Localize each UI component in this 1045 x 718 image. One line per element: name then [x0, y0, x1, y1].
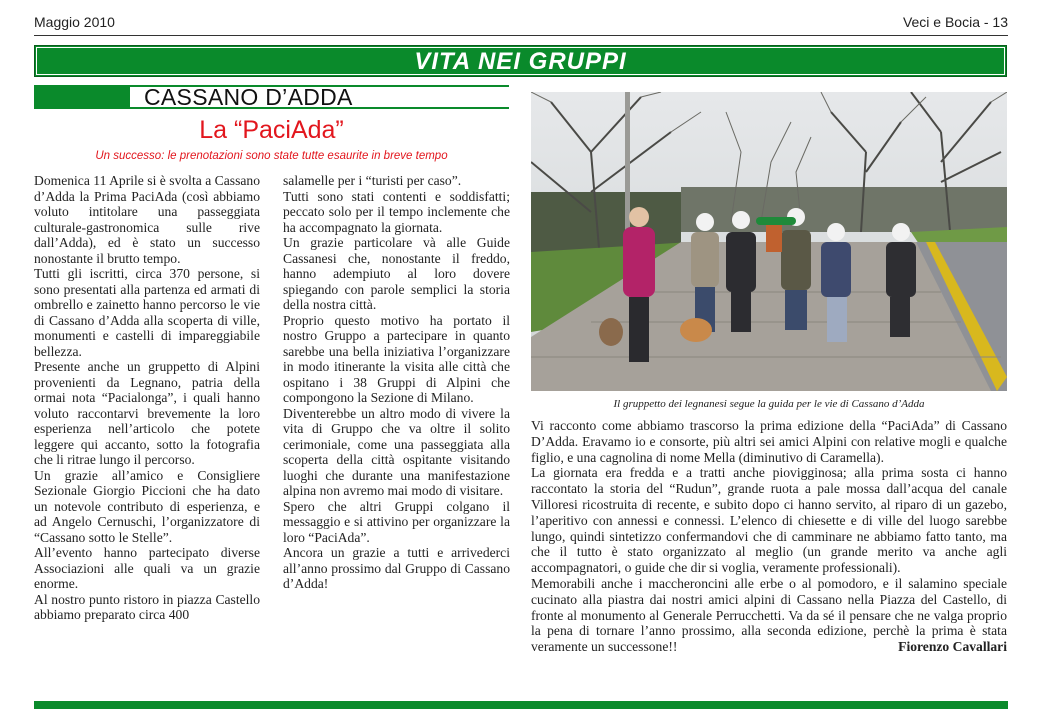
issue-date: Maggio 2010 — [34, 14, 115, 30]
article-column-2 — [283, 173, 510, 592]
paragraph: Un grazie all’amico e Consigliere Sezionale Giorgio Piccioni che ha dato un notevole contributo di esperienza, e ad Angelo Cernuschi, l’organizzatore di “Cassano sotto le Stelle”. — [34, 467, 260, 545]
section-banner — [34, 45, 1007, 77]
group-heading-label: CASSANO D’ADDA — [144, 84, 353, 110]
paragraph: Spero che altri Gruppi colgano il messaggio e si attivino per organizzare la loro “PaciAda”. — [283, 498, 510, 545]
banner-title: VITA NEI GRUPPI — [414, 48, 627, 75]
author-signature: Fiorenzo Cavallari — [898, 639, 1007, 655]
paragraph — [531, 576, 1007, 655]
paragraph: La giornata era fredda e a tratti anche piovigginosa; alla prima sosta ci hanno raccontato la storia del “Rudun”, grande ruota a pale mossa dall’acqua del canale Villoresi ricostruita di recente, e subito dopo ci hanno servito, al riparo di un gazebo, l’aperitivo con annessi e connessi. L’elenco di chiesette e di ville del luogo sarebbe lungo, quindi sintetizzo confermandovi che di camminare ne abbiamo fatto tanto, ma che il tutto è stato organizzato al meglio (un grande merito va anche agli accompagnatori, o guide che dir si voglia, veramente professionali). — [531, 465, 1007, 576]
group-heading-bar — [34, 85, 509, 109]
paragraph: Proprio questo motivo ha portato il nostro Gruppo a partecipare in quanto sarebbe una bella iniziativa l’organizzare in modo itinerante la visita alle città che ospitano i 38 Gruppi di Alpini che compongono la Sezione di Milano. — [283, 312, 510, 405]
paragraph: Tutti sono stati contenti e soddisfatti; peccato solo per il tempo inclemente che ha accompagnato la giornata. — [283, 188, 510, 235]
paragraph-text: Memorabili anche i maccheroncini alle erbe o al pomodoro, e il salamino speciale cucinato alla piastra dai nostri amici alpini di Cassano nella Piazza del Castello, di fronte al monumento al Generale Perrucchetti. Va da sé il pensare che ne valga proprio la pena di tornare l’anno prossimo, alla seconda edizione, perchè la prima è stata veramente un successone!! — [531, 575, 1007, 655]
article-title: La “PaciAda” — [199, 116, 344, 144]
photo-caption: Il gruppetto dei legnanesi segue la guida per le vie di Cassano d’Adda — [613, 398, 925, 410]
paragraph: Diventerebbe un altro modo di vivere la vita di Gruppo che va oltre il solito cerimoniale, come una passeggiata alla scoperta della città ospitante visitando luoghi che durante una manifestazione alpina non avremo mai modo di visitare. — [283, 405, 510, 498]
article-column-3 — [531, 418, 1007, 655]
article-column-1 — [34, 173, 260, 623]
header-rule — [34, 35, 1008, 36]
paragraph: Un grazie particolare và alle Guide Cassanesi che, nonostante il freddo, hanno adempiuto al loro dovere spiegando con parole semplici la storia della nostra città. — [283, 235, 510, 312]
page-header-publication: Veci e Bocia - 13 — [902, 14, 1008, 30]
footer-bar — [34, 701, 1008, 709]
paragraph: Vi racconto come abbiamo trascorso la prima edizione della “PaciAda” di Cassano D’Adda. Eravamo io e consorte, più altri sei amici Alpini con relative mogli e qualche figlio, e una cagnolina di nome Mella (diminutivo di Caramella). — [531, 418, 1007, 465]
paragraph: Domenica 11 Aprile si è svolta a Cassano d’Adda la Prima PaciAda (così abbiamo voluto intitolare una passeggiata culturale-gastronomica sulle rive dall’Adda), ed è stato un successo nonostante il brutto tempo. — [34, 173, 260, 266]
paragraph: Tutti gli iscritti, circa 370 persone, si sono presentati alla partenza ed armati di ombrello e zainetto hanno percorso le vie di Cassano d’Adda alla scoperta di ville, monumenti e castelli di impareggiabile bellezza. — [34, 266, 260, 359]
paragraph: Al nostro punto ristoro in piazza Castello abbiamo preparato circa 400 — [34, 591, 260, 622]
article-subtitle: Un successo: le prenotazioni sono state tutte esaurite in breve tempo — [95, 150, 448, 162]
group-walk-photo — [531, 92, 1007, 391]
paragraph: salamelle per i “turisti per caso”. — [283, 173, 462, 188]
paragraph: All’evento hanno partecipato diverse Associazioni alle quali va un grazie enorme. — [34, 545, 260, 591]
paragraph: Ancora un grazie a tutti e arrivederci all’anno prossimo dal Gruppo di Cassano d’Adda! — [283, 545, 510, 591]
paragraph: Presente anche un gruppetto di Alpini provenienti da Legnano, patria della ormai nota “Pacialonga”, i quali hanno voluto raccontarvi brevemente la loro esperienza nell’articolo che potete leggere qui accanto, sotto la fotografia che li ritrae lungo il percorso. — [34, 359, 260, 467]
